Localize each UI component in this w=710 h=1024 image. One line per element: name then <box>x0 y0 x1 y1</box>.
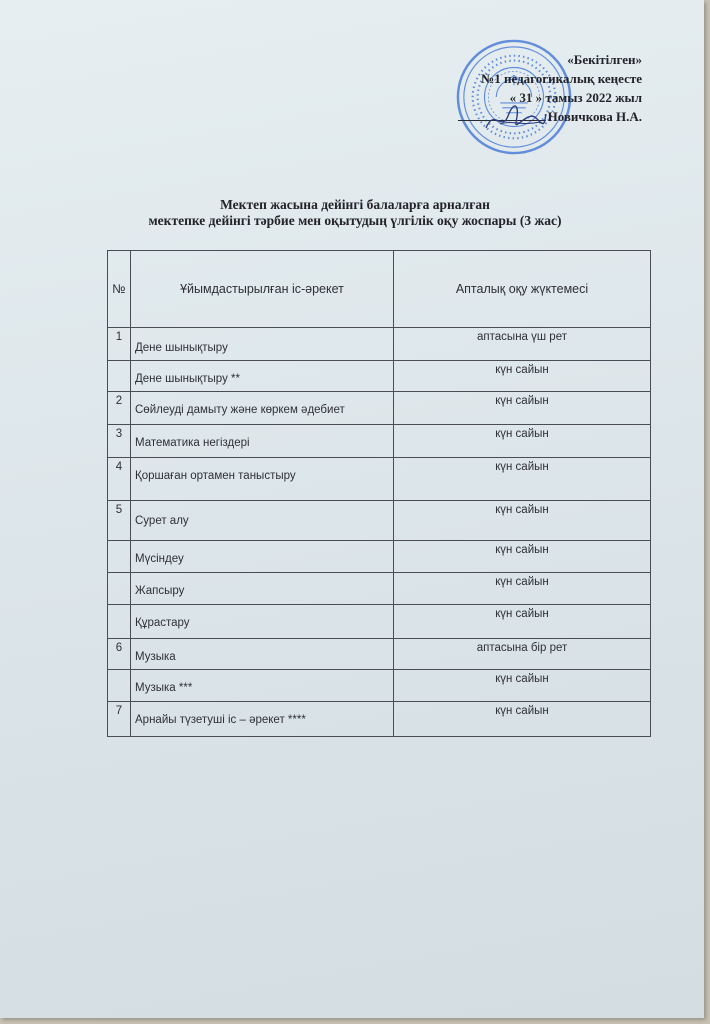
header-number: № <box>108 251 131 328</box>
row-number: 6 <box>108 639 131 670</box>
row-activity: Математика негіздері <box>131 425 394 458</box>
row-load: күн сайын <box>394 458 651 501</box>
row-load: аптасына үш рет <box>394 328 651 361</box>
row-number: 3 <box>108 425 131 458</box>
header-weekly-load: Апталық оқу жүктемесі <box>394 251 651 328</box>
approval-council: №1 педагогикалық кеңесте <box>481 71 642 86</box>
row-load: күн сайын <box>394 392 651 425</box>
table-row <box>108 541 651 573</box>
table-row <box>108 458 651 501</box>
row-load: күн сайын <box>394 361 651 392</box>
approval-date: « 31 » тамыз 2022 жыл <box>509 90 642 105</box>
row-number: 1 <box>108 328 131 361</box>
row-number: 5 <box>108 501 131 541</box>
title-line-2: мектепке дейінгі тәрбие мен оқытудың үлгілік оқу жоспары (3 жас) <box>148 213 562 228</box>
signature <box>480 98 550 138</box>
row-number: 7 <box>108 702 131 737</box>
row-load: күн сайын <box>394 670 651 702</box>
table-row <box>108 425 651 458</box>
row-number <box>108 670 131 702</box>
row-number: 2 <box>108 392 131 425</box>
approval-signatory: Новичкова Н.А. <box>458 107 642 126</box>
row-load: күн сайын <box>394 541 651 573</box>
row-load: күн сайын <box>394 501 651 541</box>
table-row <box>108 605 651 639</box>
table-row <box>108 392 651 425</box>
table-row <box>108 573 651 605</box>
row-activity: Қоршаған ортамен таныстыру <box>131 458 394 501</box>
row-activity: Арнайы түзетуші іс – әрекет **** <box>131 702 394 737</box>
row-number <box>108 361 131 392</box>
row-number <box>108 605 131 639</box>
approval-heading: «Бекітілген» <box>567 52 642 67</box>
row-activity: Сөйлеуді дамыту және көркем әдебиет <box>131 392 394 425</box>
row-activity: Жапсыру <box>131 573 394 605</box>
table-row <box>108 328 651 361</box>
row-load: күн сайын <box>394 573 651 605</box>
table-header-row <box>108 251 651 328</box>
row-number: 4 <box>108 458 131 501</box>
row-activity: Дене шынықтыру ** <box>131 361 394 392</box>
table-row <box>108 670 651 702</box>
row-activity: Сурет алу <box>131 501 394 541</box>
table-row <box>108 501 651 541</box>
row-number <box>108 541 131 573</box>
row-activity: Құрастару <box>131 605 394 639</box>
row-load: күн сайын <box>394 425 651 458</box>
title-line-1: Мектеп жасына дейінгі балаларға арналған <box>220 197 490 212</box>
page-title <box>0 197 710 229</box>
row-load: аптасына бір рет <box>394 639 651 670</box>
row-load: күн сайын <box>394 605 651 639</box>
row-number <box>108 573 131 605</box>
row-activity: Дене шынықтыру <box>131 328 394 361</box>
row-activity: Музыка <box>131 639 394 670</box>
curriculum-table <box>107 250 651 737</box>
row-load: күн сайын <box>394 702 651 737</box>
row-activity: Мүсіндеу <box>131 541 394 573</box>
table-row <box>108 702 651 737</box>
row-activity: Музыка *** <box>131 670 394 702</box>
table-row <box>108 639 651 670</box>
table-row <box>108 361 651 392</box>
header-activity: Ұйымдастырылған іс-әрекет <box>131 251 394 328</box>
